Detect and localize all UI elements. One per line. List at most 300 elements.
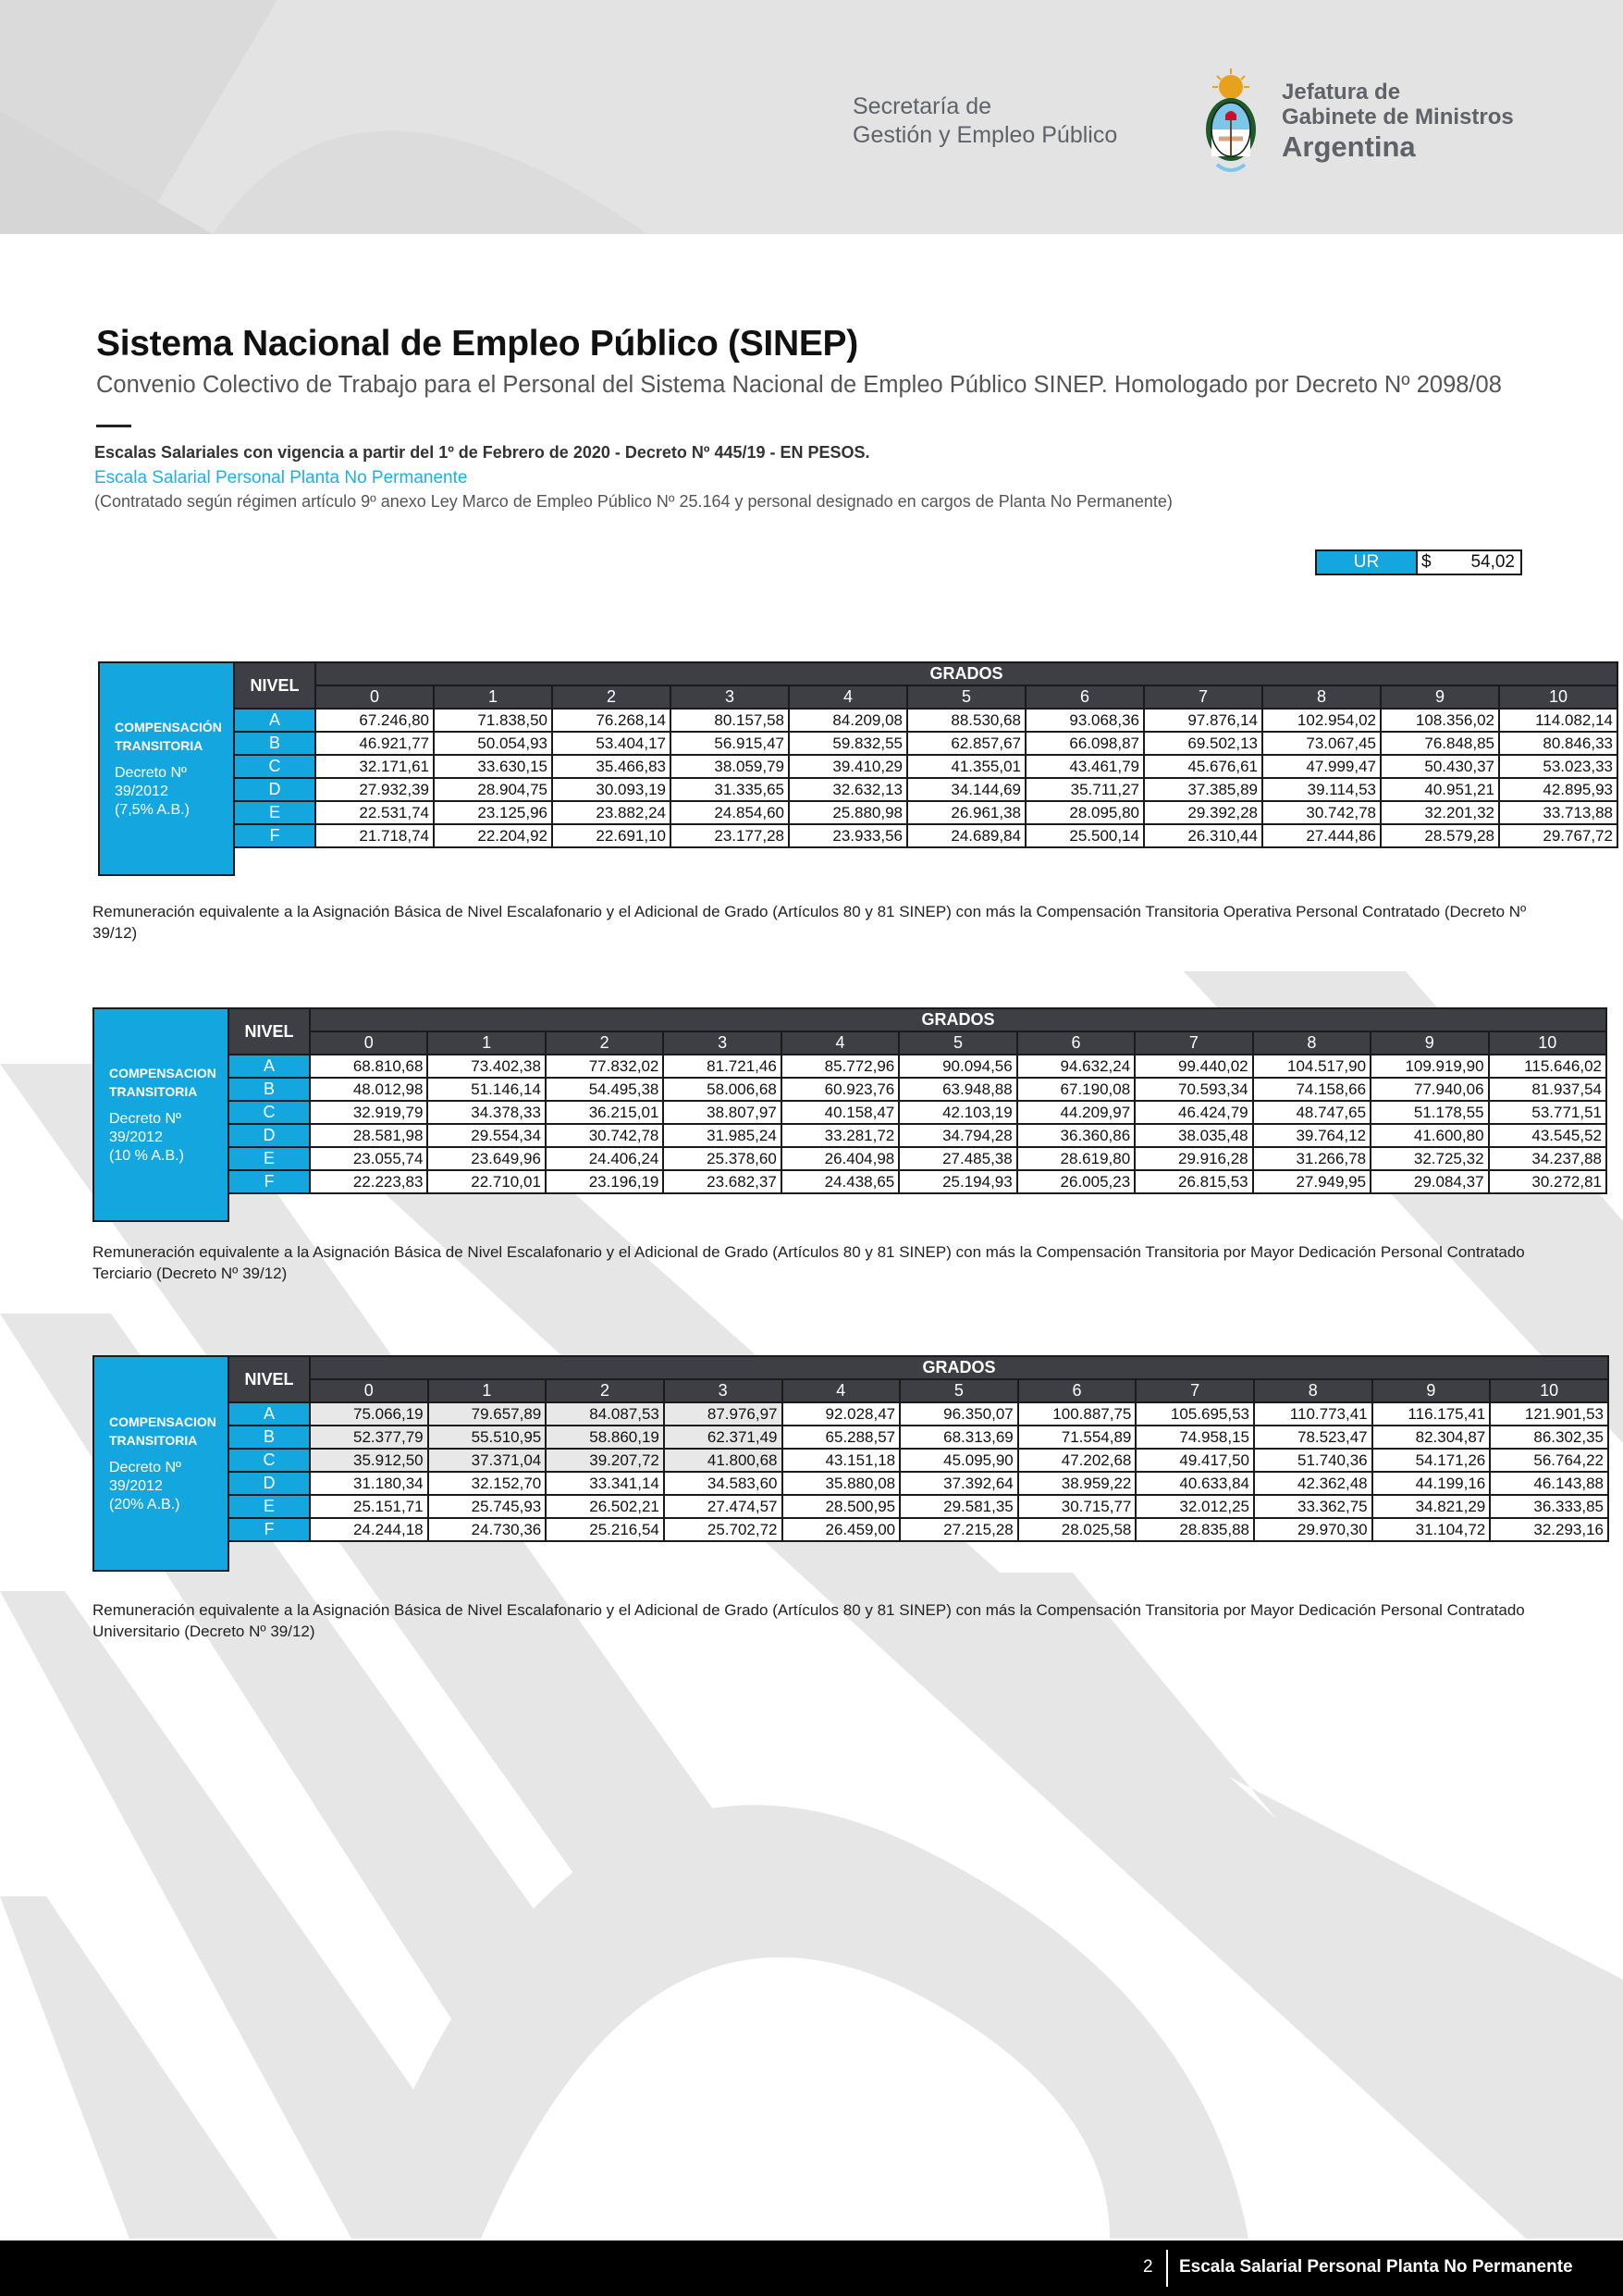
salary-cell: 100.887,75	[1018, 1402, 1137, 1426]
secretaria-line-1: Secretaría de	[853, 93, 992, 119]
salary-cell: 32.012,25	[1136, 1495, 1254, 1518]
salary-cell: 43.151,18	[782, 1449, 901, 1472]
salary-cell: 59.832,55	[789, 732, 907, 755]
salary-cell: 39.764,12	[1253, 1124, 1371, 1147]
level-cell: E	[228, 1147, 310, 1170]
grade-header: 7	[1135, 1031, 1252, 1055]
salary-cell: 80.157,58	[670, 709, 789, 732]
salary-cell: 60.923,76	[781, 1078, 899, 1101]
salary-cell: 54.171,26	[1372, 1449, 1491, 1472]
salary-cell: 37.392,64	[900, 1472, 1018, 1495]
category-percent: (10 % A.B.)	[109, 1148, 184, 1164]
category-title-2: TRANSITORIA	[109, 1084, 198, 1099]
salary-cell: 68.313,69	[900, 1426, 1018, 1449]
salary-cell: 23.125,96	[434, 801, 552, 824]
table-row	[228, 1472, 1608, 1495]
salary-cell: 29.581,35	[900, 1495, 1018, 1518]
grade-header: 10	[1490, 1379, 1608, 1402]
salary-cell: 49.417,50	[1136, 1449, 1254, 1472]
grade-header: 1	[428, 1379, 547, 1402]
level-cell: E	[234, 801, 315, 824]
salary-cell: 26.961,38	[907, 801, 1026, 824]
salary-cell: 25.702,72	[664, 1518, 782, 1541]
salary-cell: 68.810,68	[310, 1055, 427, 1078]
salary-cell: 28.835,88	[1136, 1518, 1254, 1541]
grade-header: 1	[427, 1031, 545, 1055]
salary-cell: 71.554,89	[1018, 1426, 1137, 1449]
salary-cell: 44.209,97	[1017, 1101, 1135, 1124]
salary-cell: 79.657,89	[428, 1402, 547, 1426]
jefatura-line-2: Gabinete de Ministros	[1282, 105, 1514, 130]
grade-header: 8	[1254, 1379, 1372, 1402]
salary-cell: 32.152,70	[428, 1472, 547, 1495]
category-cell	[98, 661, 235, 876]
category-decree-1: Decreto Nº	[115, 765, 187, 781]
salary-cell: 109.919,90	[1371, 1055, 1488, 1078]
salary-cell: 67.190,08	[1017, 1078, 1135, 1101]
salary-cell: 82.304,87	[1372, 1426, 1491, 1449]
salary-cell: 34.144,69	[907, 778, 1026, 801]
grade-header: 9	[1371, 1031, 1488, 1055]
salary-cell: 31.335,65	[670, 778, 789, 801]
salary-cell: 25.500,14	[1026, 824, 1144, 847]
salary-cell: 29.767,72	[1499, 824, 1617, 847]
page-subtitle: Convenio Colectivo de Trabajo para el Personal del Sistema Nacional de Empleo Público SINEP. Homologado por Decreto Nº 2098/08	[96, 372, 1502, 398]
salary-cell: 80.846,33	[1499, 732, 1617, 755]
salary-cell: 74.958,15	[1136, 1426, 1254, 1449]
level-cell: A	[228, 1402, 310, 1426]
salary-cell: 73.067,45	[1262, 732, 1381, 755]
salary-cell: 24.730,36	[428, 1518, 547, 1541]
salary-cell: 114.082,14	[1499, 709, 1617, 732]
salary-cell: 84.209,08	[789, 709, 907, 732]
grade-header: 6	[1026, 685, 1144, 709]
salary-cell: 115.646,02	[1489, 1055, 1606, 1078]
salary-cell: 55.510,95	[428, 1426, 547, 1449]
salary-cell: 30.093,19	[552, 778, 670, 801]
salary-cell: 42.362,48	[1254, 1472, 1372, 1495]
salary-cell: 81.721,46	[663, 1055, 781, 1078]
salary-cell: 66.098,87	[1026, 732, 1144, 755]
grade-header: 8	[1262, 685, 1381, 709]
grade-header: 3	[663, 1031, 781, 1055]
salary-cell: 22.710,01	[427, 1170, 545, 1193]
salary-cell: 40.158,47	[781, 1101, 899, 1124]
salary-cell: 71.838,50	[434, 709, 552, 732]
level-cell: F	[228, 1518, 310, 1541]
salary-cell: 84.087,53	[546, 1402, 664, 1426]
table-header-row	[228, 1356, 1608, 1379]
salary-cell: 75.066,19	[310, 1402, 428, 1426]
salary-cell: 34.794,28	[899, 1124, 1016, 1147]
level-cell: A	[234, 709, 315, 732]
salary-cell: 38.807,97	[663, 1101, 781, 1124]
category-cell	[92, 1007, 229, 1222]
salary-cell: 30.742,78	[1262, 801, 1381, 824]
salary-cell: 30.715,77	[1018, 1495, 1137, 1518]
grade-header-row	[228, 1031, 1606, 1055]
table-row	[228, 1170, 1606, 1193]
salary-cell: 40.633,84	[1136, 1472, 1254, 1495]
level-cell: D	[234, 778, 315, 801]
salary-cell: 27.485,38	[899, 1147, 1016, 1170]
grade-header: 10	[1499, 685, 1617, 709]
salary-cell: 50.430,37	[1381, 755, 1499, 778]
table-note-1: Remuneración equivalente a la Asignación Básica de Nivel Escalafonario y el Adicional de Grado (Artículos 80 y 81 SINEP) con más la Compensación Transitoria Operativa Personal Contratado (Decreto Nº 39/12)	[92, 903, 1527, 942]
salary-cell: 116.175,41	[1372, 1402, 1491, 1426]
footer-separator	[1166, 2250, 1168, 2287]
salary-cell: 70.593,34	[1135, 1078, 1252, 1101]
grade-header: 5	[907, 685, 1026, 709]
category-decree-1: Decreto Nº	[109, 1460, 181, 1475]
table-row	[228, 1426, 1608, 1449]
grade-header: 7	[1144, 685, 1262, 709]
salary-cell: 96.350,07	[900, 1402, 1018, 1426]
salary-cell: 23.682,37	[663, 1170, 781, 1193]
salary-cell: 34.583,60	[664, 1472, 782, 1495]
salary-cell: 22.531,74	[315, 801, 434, 824]
salary-cell: 69.502,13	[1144, 732, 1262, 755]
grados-header: GRADOS	[315, 662, 1617, 685]
table-row	[228, 1055, 1606, 1078]
salary-cell: 27.215,28	[900, 1518, 1018, 1541]
grade-header: 3	[670, 685, 789, 709]
salary-cell: 24.244,18	[310, 1518, 428, 1541]
salary-cell: 32.201,32	[1381, 801, 1499, 824]
jefatura-line-1: Jefatura de	[1282, 80, 1401, 105]
ur-currency: $	[1421, 552, 1432, 572]
salary-cell: 78.523,47	[1254, 1426, 1372, 1449]
salary-cell: 33.713,88	[1499, 801, 1617, 824]
salary-cell: 34.378,33	[427, 1101, 545, 1124]
salary-cell: 26.005,23	[1017, 1170, 1135, 1193]
scale-name: Escala Salarial Personal Planta No Permanente	[94, 468, 468, 488]
salary-cell: 42.103,19	[899, 1101, 1016, 1124]
salary-cell: 47.999,47	[1262, 755, 1381, 778]
salary-cell: 46.921,77	[315, 732, 434, 755]
level-cell: E	[228, 1495, 310, 1518]
salary-table	[227, 1355, 1609, 1542]
salary-cell: 56.915,47	[670, 732, 789, 755]
salary-cell: 38.959,22	[1018, 1472, 1137, 1495]
salary-cell: 53.023,33	[1499, 755, 1617, 778]
level-cell: D	[228, 1124, 310, 1147]
salary-cell: 25.880,98	[789, 801, 907, 824]
salary-cell: 31.985,24	[663, 1124, 781, 1147]
salary-cell: 37.385,89	[1144, 778, 1262, 801]
table-row	[234, 778, 1617, 801]
category-cell	[92, 1355, 229, 1572]
level-cell: B	[234, 732, 315, 755]
salary-cell: 28.619,80	[1017, 1147, 1135, 1170]
salary-cell: 32.632,13	[789, 778, 907, 801]
salary-cell: 45.095,90	[900, 1449, 1018, 1472]
salary-cell: 42.895,93	[1499, 778, 1617, 801]
category-percent: (20% A.B.)	[109, 1497, 180, 1512]
table-row	[228, 1518, 1608, 1541]
salary-cell: 53.771,51	[1489, 1101, 1606, 1124]
salary-cell: 47.202,68	[1018, 1449, 1137, 1472]
level-cell: F	[234, 824, 315, 847]
table-note-2: Remuneración equivalente a la Asignación Básica de Nivel Escalafonario y el Adicional de Grado (Artículos 80 y 81 SINEP) con más la Compensación Transitoria por Mayor Dedicación Personal Contratado Terciario (Decreto Nº 39/12)	[92, 1243, 1525, 1282]
category-decree-2: 39/2012	[109, 1478, 163, 1494]
salary-cell: 34.821,29	[1372, 1495, 1491, 1518]
salary-cell: 105.695,53	[1136, 1402, 1254, 1426]
salary-cell: 93.068,36	[1026, 709, 1144, 732]
table-row	[228, 1124, 1606, 1147]
salary-cell: 36.360,86	[1017, 1124, 1135, 1147]
nivel-header: NIVEL	[234, 662, 315, 709]
salary-cell: 28.500,95	[782, 1495, 901, 1518]
salary-cell: 85.772,96	[781, 1055, 899, 1078]
grade-header: 0	[310, 1379, 428, 1402]
grade-header: 3	[664, 1379, 782, 1402]
grados-header: GRADOS	[310, 1356, 1608, 1379]
category-title-1: COMPENSACION	[109, 1414, 216, 1429]
salary-cell: 25.194,93	[899, 1170, 1016, 1193]
salary-cell: 44.199,16	[1372, 1472, 1491, 1495]
salary-cell: 31.104,72	[1372, 1518, 1491, 1541]
salary-cell: 26.459,00	[782, 1518, 901, 1541]
salary-cell: 39.410,29	[789, 755, 907, 778]
category-title-2: TRANSITORIA	[109, 1433, 198, 1448]
salary-cell: 24.406,24	[546, 1147, 663, 1170]
category-decree-1: Decreto Nº	[109, 1111, 181, 1127]
table-row	[228, 1147, 1606, 1170]
salary-cell: 39.114,53	[1262, 778, 1381, 801]
salary-cell: 26.502,21	[546, 1495, 664, 1518]
salary-cell: 94.632,24	[1017, 1055, 1135, 1078]
salary-cell: 35.711,27	[1026, 778, 1144, 801]
salary-cell: 38.059,79	[670, 755, 789, 778]
salary-cell: 121.901,53	[1490, 1402, 1608, 1426]
salary-cell: 77.940,06	[1371, 1078, 1488, 1101]
grade-header: 2	[546, 1031, 663, 1055]
salary-cell: 87.976,97	[664, 1402, 782, 1426]
salary-cell: 24.854,60	[670, 801, 789, 824]
salary-cell: 24.689,84	[907, 824, 1026, 847]
page-number: 2	[1143, 2257, 1153, 2277]
salary-cell: 46.424,79	[1135, 1101, 1252, 1124]
secretaria-line-2: Gestión y Empleo Público	[853, 122, 1118, 148]
salary-cell: 30.742,78	[546, 1124, 663, 1147]
table-header-row	[234, 662, 1617, 685]
level-cell: A	[228, 1055, 310, 1078]
salary-cell: 29.554,34	[427, 1124, 545, 1147]
ur-value: 54,02	[1470, 552, 1515, 572]
grade-header: 6	[1017, 1031, 1135, 1055]
salary-cell: 51.178,55	[1371, 1101, 1488, 1124]
table-row	[228, 1078, 1606, 1101]
salary-cell: 32.293,16	[1490, 1518, 1608, 1541]
salary-cell: 51.146,14	[427, 1078, 545, 1101]
salary-cell: 31.180,34	[310, 1472, 428, 1495]
salary-cell: 25.151,71	[310, 1495, 428, 1518]
salary-cell: 26.310,44	[1144, 824, 1262, 847]
table-row	[228, 1402, 1608, 1426]
salary-cell: 76.268,14	[552, 709, 670, 732]
salary-cell: 90.094,56	[899, 1055, 1016, 1078]
salary-cell: 43.545,52	[1489, 1124, 1606, 1147]
jefatura-country: Argentina	[1282, 130, 1416, 163]
level-cell: B	[228, 1078, 310, 1101]
level-cell: C	[234, 755, 315, 778]
grade-header: 6	[1018, 1379, 1137, 1402]
salary-cell: 62.371,49	[664, 1426, 782, 1449]
salary-cell: 28.095,80	[1026, 801, 1144, 824]
vigencia-text: Escalas Salariales con vigencia a partir del 1º de Febrero de 2020 - Decreto Nº 445/19 - EN PESOS.	[94, 443, 870, 462]
salary-cell: 35.466,83	[552, 755, 670, 778]
salary-cell: 27.932,39	[315, 778, 434, 801]
salary-cell: 28.581,98	[310, 1124, 427, 1147]
salary-cell: 22.691,10	[552, 824, 670, 847]
grade-header: 9	[1381, 685, 1499, 709]
ur-label: UR	[1317, 551, 1418, 574]
nivel-header: NIVEL	[228, 1356, 310, 1402]
salary-cell: 62.857,67	[907, 732, 1026, 755]
level-cell: B	[228, 1426, 310, 1449]
salary-cell: 41.600,80	[1371, 1124, 1488, 1147]
salary-cell: 33.281,72	[781, 1124, 899, 1147]
salary-cell: 39.207,72	[546, 1449, 664, 1472]
table-note-3: Remuneración equivalente a la Asignación Básica de Nivel Escalafonario y el Adicional de Grado (Artículos 80 y 81 SINEP) con más la Compensación Transitoria por Mayor Dedicación Personal Contratado Universitario (Decreto Nº 39/12)	[92, 1601, 1525, 1640]
salary-cell: 27.444,86	[1262, 824, 1381, 847]
salary-cell: 21.718,74	[315, 824, 434, 847]
salary-cell: 40.951,21	[1381, 778, 1499, 801]
salary-cell: 22.223,83	[310, 1170, 427, 1193]
salary-cell: 67.246,80	[315, 709, 434, 732]
salary-cell: 26.404,98	[781, 1147, 899, 1170]
grados-header: GRADOS	[310, 1008, 1606, 1031]
level-cell: F	[228, 1170, 310, 1193]
table-header-row	[228, 1008, 1606, 1031]
salary-cell: 28.904,75	[434, 778, 552, 801]
salary-cell: 104.517,90	[1253, 1055, 1371, 1078]
title-rule	[96, 425, 131, 427]
salary-cell: 26.815,53	[1135, 1170, 1252, 1193]
grade-header: 2	[552, 685, 670, 709]
page-title: Sistema Nacional de Empleo Público (SINEP)	[96, 324, 858, 364]
salary-cell: 25.378,60	[663, 1147, 781, 1170]
salary-cell: 35.880,08	[782, 1472, 901, 1495]
table-row	[228, 1449, 1608, 1472]
salary-cell: 58.860,19	[546, 1426, 664, 1449]
salary-cell: 38.035,48	[1135, 1124, 1252, 1147]
salary-cell: 36.215,01	[546, 1101, 663, 1124]
salary-cell: 41.800,68	[664, 1449, 782, 1472]
ur-value-box	[1315, 549, 1522, 575]
salary-cell: 92.028,47	[782, 1402, 901, 1426]
salary-cell: 48.747,65	[1253, 1101, 1371, 1124]
salary-cell: 29.392,28	[1144, 801, 1262, 824]
grade-header: 4	[789, 685, 907, 709]
table-row	[234, 755, 1617, 778]
salary-cell: 33.362,75	[1254, 1495, 1372, 1518]
nivel-header: NIVEL	[228, 1008, 310, 1055]
salary-cell: 23.177,28	[670, 824, 789, 847]
salary-cell: 77.832,02	[546, 1055, 663, 1078]
grade-header: 5	[900, 1379, 1018, 1402]
salary-cell: 28.579,28	[1381, 824, 1499, 847]
grade-header: 7	[1136, 1379, 1254, 1402]
category-percent: (7,5% A.B.)	[115, 802, 190, 818]
salary-cell: 35.912,50	[310, 1449, 428, 1472]
salary-cell: 23.933,56	[789, 824, 907, 847]
scale-description: (Contratado según régimen artículo 9º anexo Ley Marco de Empleo Público Nº 25.164 y personal designado en cargos de Planta No Permanente)	[94, 492, 1173, 511]
table-row	[234, 824, 1617, 847]
salary-cell: 28.025,58	[1018, 1518, 1137, 1541]
salary-cell: 23.649,96	[427, 1147, 545, 1170]
category-decree-2: 39/2012	[115, 784, 168, 799]
salary-cell: 53.404,17	[552, 732, 670, 755]
salary-cell: 56.764,22	[1490, 1449, 1608, 1472]
salary-cell: 32.171,61	[315, 755, 434, 778]
salary-cell: 45.676,61	[1144, 755, 1262, 778]
salary-cell: 50.054,93	[434, 732, 552, 755]
grade-header: 1	[434, 685, 552, 709]
grade-header-row	[228, 1379, 1608, 1402]
grade-header: 4	[781, 1031, 899, 1055]
salary-cell: 32.725,32	[1371, 1147, 1488, 1170]
salary-table	[227, 1007, 1607, 1194]
table-row	[234, 709, 1617, 732]
salary-cell: 51.740,36	[1254, 1449, 1372, 1472]
category-decree-2: 39/2012	[109, 1129, 163, 1145]
category-title-1: COMPENSACION	[109, 1066, 216, 1080]
salary-cell: 76.848,85	[1381, 732, 1499, 755]
salary-table	[233, 661, 1618, 848]
footer-title: Escala Salarial Personal Planta No Permanente	[1179, 2257, 1573, 2277]
salary-cell: 65.288,57	[782, 1426, 901, 1449]
salary-cell: 37.371,04	[428, 1449, 547, 1472]
salary-cell: 27.949,95	[1253, 1170, 1371, 1193]
level-cell: C	[228, 1101, 310, 1124]
salary-cell: 63.948,88	[899, 1078, 1016, 1101]
salary-cell: 24.438,65	[781, 1170, 899, 1193]
salary-cell: 73.402,38	[427, 1055, 545, 1078]
level-cell: D	[228, 1472, 310, 1495]
salary-cell: 29.084,37	[1371, 1170, 1488, 1193]
salary-cell: 34.237,88	[1489, 1147, 1606, 1170]
salary-cell: 58.006,68	[663, 1078, 781, 1101]
salary-cell: 88.530,68	[907, 709, 1026, 732]
salary-cell: 29.916,28	[1135, 1147, 1252, 1170]
grade-header: 9	[1372, 1379, 1491, 1402]
salary-cell: 30.272,81	[1489, 1170, 1606, 1193]
salary-cell: 36.333,85	[1490, 1495, 1608, 1518]
salary-cell: 102.954,02	[1262, 709, 1381, 732]
salary-cell: 99.440,02	[1135, 1055, 1252, 1078]
category-title-1: COMPENSACIÓN	[115, 720, 222, 734]
salary-cell: 31.266,78	[1253, 1147, 1371, 1170]
table-row	[228, 1495, 1608, 1518]
grade-header: 0	[315, 685, 434, 709]
salary-cell: 48.012,98	[310, 1078, 427, 1101]
salary-cell: 29.970,30	[1254, 1518, 1372, 1541]
salary-cell: 23.196,19	[546, 1170, 663, 1193]
salary-cell: 97.876,14	[1144, 709, 1262, 732]
salary-cell: 86.302,35	[1490, 1426, 1608, 1449]
table-row	[234, 801, 1617, 824]
salary-cell: 25.745,93	[428, 1495, 547, 1518]
salary-cell: 23.055,74	[310, 1147, 427, 1170]
salary-cell: 43.461,79	[1026, 755, 1144, 778]
salary-cell: 32.919,79	[310, 1101, 427, 1124]
salary-cell: 52.377,79	[310, 1426, 428, 1449]
salary-cell: 74.158,66	[1253, 1078, 1371, 1101]
salary-cell: 108.356,02	[1381, 709, 1499, 732]
salary-cell: 41.355,01	[907, 755, 1026, 778]
